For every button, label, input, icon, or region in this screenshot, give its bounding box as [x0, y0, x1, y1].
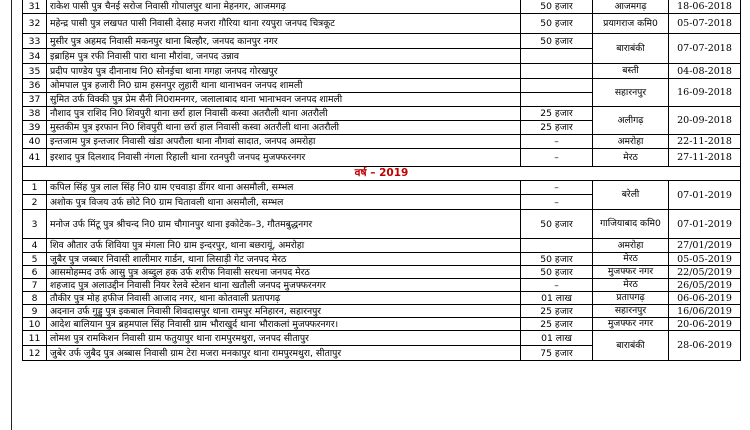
reward-amount-cell: 25 हजार: [521, 107, 593, 121]
date-cell: 16-09-2018: [669, 79, 741, 107]
serial-number-cell: 33: [23, 34, 47, 49]
accused-details-cell: सुमित उर्फ विक्की पुत्र प्रेम सैनी नि0रामनगर, जलालाबाद थाना भानाभवन जनपद शामली: [47, 93, 521, 107]
accused-details-cell: जुबैर पुत्र जब्बार निवासी शालीमार गार्डन, थाना लिसाड़ी गेट जनपद मेरठ: [47, 253, 521, 266]
accused-details-cell: मनोज उर्फ मिंटू पुत्र श्रीचन्द नि0 ग्राम चौगानपुर थाना इकोटेक–3, गौतमबुद्धनगर: [47, 210, 521, 239]
year-heading-row: [23, 167, 741, 181]
serial-number-cell: 9: [23, 305, 47, 318]
serial-number-cell: 39: [23, 121, 47, 135]
date-cell: 05-07-2018: [669, 14, 741, 34]
reward-amount-cell: [521, 64, 593, 79]
table-row: [23, 210, 741, 239]
district-cell: प्रयागराज कमि0: [593, 14, 669, 34]
serial-number-cell: 35: [23, 64, 47, 79]
reward-table: [22, 0, 741, 361]
district-cell: मुजफ्फर नगर: [593, 266, 669, 279]
reward-amount-cell: 50 हजार: [521, 210, 593, 239]
accused-details-cell: महेन्द्र पासी पुत्र लखपत पासी निवासी देसाह मजरा गौरिया थाना रयपुरा जनपद चित्रकूट: [47, 14, 521, 34]
reward-amount-cell: 50 हजार: [521, 253, 593, 266]
district-cell: गाजियाबाद कमि0: [593, 210, 669, 239]
reward-amount-cell: –: [521, 149, 593, 167]
reward-amount-cell: [521, 49, 593, 64]
date-cell: 27-11-2018: [669, 149, 741, 167]
district-cell: मेरठ: [593, 279, 669, 292]
reward-amount-cell: [521, 93, 593, 107]
table-row: [23, 331, 741, 346]
serial-number-cell: 12: [23, 346, 47, 361]
district-cell: बस्ती: [593, 64, 669, 79]
date-cell: 06-06-2019: [669, 292, 741, 305]
district-cell: अमरोहा: [593, 135, 669, 149]
table-row: [23, 181, 741, 195]
district-cell: बाराबंकी: [593, 331, 669, 361]
date-cell: 20-09-2018: [669, 107, 741, 135]
table-row: [23, 279, 741, 292]
serial-number-cell: 2: [23, 195, 47, 210]
accused-details-cell: इरशाद पुत्र दिलशाद निवासी नंगला रिहाली थाना रतनपुरी जनपद मुजफ्फरनगर: [47, 149, 521, 167]
date-cell: 28-06-2019: [669, 331, 741, 361]
district-cell: बरेली: [593, 181, 669, 210]
table-row: [23, 135, 741, 149]
reward-amount-cell: –: [521, 181, 593, 195]
reward-amount-cell: 50 हजार: [521, 266, 593, 279]
accused-details-cell: मुसीर पुत्र अहमद निवासी मकनपुर थाना बिल्हौर, जनपद कानपुर नगर: [47, 34, 521, 49]
serial-number-cell: 31: [23, 0, 47, 14]
accused-details-cell: शिव औतार उर्फ शिविया पुत्र मंगला नि0 ग्राम इन्दरपुर, थाना बछरायूं, अमरोहा: [47, 239, 521, 253]
serial-number-cell: 11: [23, 331, 47, 346]
district-cell: मेरठ: [593, 253, 669, 266]
district-cell: सहारनपुर: [593, 305, 669, 318]
district-cell: मेरठ: [593, 149, 669, 167]
reward-amount-cell: 50 हजार: [521, 34, 593, 49]
serial-number-cell: 40: [23, 135, 47, 149]
date-cell: 27/01/2019: [669, 239, 741, 253]
serial-number-cell: 6: [23, 266, 47, 279]
accused-details-cell: जुबेर उर्फ जुबैद पुत्र अब्बास निवासी ग्राम टेरा मजरा मनकापुर थाना रामपुरमथुरा, सीतापुर: [47, 346, 521, 361]
table-row: [23, 14, 741, 34]
accused-details-cell: इब्राहिम पुत्र रफी निवासी पारा थाना मौरांवा, जनपद उन्नाव: [47, 49, 521, 64]
date-cell: 22-11-2018: [669, 135, 741, 149]
date-cell: 16/06/2019: [669, 305, 741, 318]
accused-details-cell: कपिल सिंह पुत्र लाल सिंह नि0 ग्राम एचवाड़ा डींगर थाना असमौली, सम्भल: [47, 181, 521, 195]
date-cell: 18-06-2018: [669, 0, 741, 14]
reward-amount-cell: 50 हजार: [521, 0, 593, 14]
accused-details-cell: तौकीर पुत्र मोह हफीज निवासी आजाद नगर, थाना कोतवाली प्रतापगढ़: [47, 292, 521, 305]
table-row: [23, 79, 741, 93]
serial-number-cell: 34: [23, 49, 47, 64]
reward-amount-cell: 75 हजार: [521, 346, 593, 361]
serial-number-cell: 36: [23, 79, 47, 93]
reward-amount-cell: 50 हजार: [521, 14, 593, 34]
serial-number-cell: 1: [23, 181, 47, 195]
reward-amount-cell: 25 हजार: [521, 121, 593, 135]
reward-amount-cell: [521, 239, 593, 253]
date-cell: 07-07-2018: [669, 34, 741, 64]
table-row: [23, 253, 741, 266]
accused-details-cell: लोमश पुत्र रामकिशन निवासी ग्राम फतुयापुर थाना रामपुरमथुरा, जनपद सीतापुर: [47, 331, 521, 346]
reward-amount-cell: –: [521, 195, 593, 210]
table-row: [23, 266, 741, 279]
reward-amount-cell: 01 लाख: [521, 331, 593, 346]
district-cell: सहारनपुर: [593, 79, 669, 107]
date-cell: 20-06-2019: [669, 318, 741, 331]
accused-details-cell: नौशाद पुत्र राशिद नि0 शिवपुरी थाना छर्रा हाल निवासी कस्वा अतरौली थाना अतरौली: [47, 107, 521, 121]
accused-details-cell: मुस्तकीम पुत्र इरफान नि0 शिवपुरी थाना छर्रा हाल निवासी कस्वा अतरौली थाना अतरौली: [47, 121, 521, 135]
date-cell: 07-01-2019: [669, 210, 741, 239]
table-row: [23, 64, 741, 79]
accused-details-cell: आसमोहम्मद उर्फ आसु पुत्र अब्दुल हक उर्फ शरीफ निवासी सरधना जनपद मेरठ: [47, 266, 521, 279]
accused-details-cell: अशोक पुत्र विजय उर्फ छोटे नि0 ग्राम चितावली थाना असमौली, सम्भल: [47, 195, 521, 210]
margin-line: [11, 0, 12, 430]
reward-amount-cell: [521, 79, 593, 93]
date-cell: 07-01-2019: [669, 181, 741, 210]
reward-amount-cell: –: [521, 135, 593, 149]
reward-amount-cell: –: [521, 279, 593, 292]
table-row: [23, 305, 741, 318]
reward-amount-cell: 01 लाख: [521, 292, 593, 305]
district-cell: आजमगढ़: [593, 0, 669, 14]
serial-number-cell: 41: [23, 149, 47, 167]
serial-number-cell: 37: [23, 93, 47, 107]
serial-number-cell: 38: [23, 107, 47, 121]
serial-number-cell: 3: [23, 210, 47, 239]
serial-number-cell: 32: [23, 14, 47, 34]
serial-number-cell: 7: [23, 279, 47, 292]
table-row: [23, 318, 741, 331]
year-heading: वर्ष – 2019: [23, 167, 741, 181]
serial-number-cell: 5: [23, 253, 47, 266]
district-cell: अमरोहा: [593, 239, 669, 253]
date-cell: 04-08-2018: [669, 64, 741, 79]
table-row: [23, 292, 741, 305]
reward-amount-cell: 25 हजार: [521, 318, 593, 331]
table-row: [23, 34, 741, 49]
accused-details-cell: अदनान उर्फ गुड्डु पुत्र इकबाल निवासी शिवदासपुर थाना रामपुर मनिहारन, सहारनपुर: [47, 305, 521, 318]
accused-details-cell: राकेश पासी पुत्र चैनई सरोज निवासी गोपालपुर थाना मेहनगर, आजमगढ़: [47, 0, 521, 14]
table-row: [23, 239, 741, 253]
date-cell: 26/05/2019: [669, 279, 741, 292]
district-cell: मुजफ्फर नगर: [593, 318, 669, 331]
accused-details-cell: आदेश बालियान पुत्र ब्रहमपाल सिंह निवासी ग्राम भौराखुर्द थाना भौराकलां मुजफ्फरनगर।: [47, 318, 521, 331]
district-cell: बाराबंकी: [593, 34, 669, 64]
district-cell: प्रतापगढ़: [593, 292, 669, 305]
date-cell: 22/05/2019: [669, 266, 741, 279]
table-body: [23, 0, 741, 361]
table-row: [23, 0, 741, 14]
serial-number-cell: 4: [23, 239, 47, 253]
reward-amount-cell: 25 हजार: [521, 305, 593, 318]
serial-number-cell: 8: [23, 292, 47, 305]
accused-details-cell: प्रदीप पाण्डेय पुत्र दीनानाथ नि0 सोनई़चा थाना गगहा जनपद गोरखपुर: [47, 64, 521, 79]
accused-details-cell: इन्तजाम पुत्र इन्तजार निवासी खंडा अपरौला थाना नौगवां सादात, जनपद अमरोहा: [47, 135, 521, 149]
serial-number-cell: 10: [23, 318, 47, 331]
accused-details-cell: शहजाद पुत्र अलाउद्दीन निवासी नियर रेलवे स्टेशन थाना खतौली जनपद मुजफ्फरनगर: [47, 279, 521, 292]
table-row: [23, 107, 741, 121]
district-cell: अलीगढ़: [593, 107, 669, 135]
table-row: [23, 149, 741, 167]
date-cell: 05-05-2019: [669, 253, 741, 266]
accused-details-cell: ओमपाल पुत्र हजारी नि0 ग्राम हसनपुर लुहारी थाना थानाभवन जनपद शामली: [47, 79, 521, 93]
